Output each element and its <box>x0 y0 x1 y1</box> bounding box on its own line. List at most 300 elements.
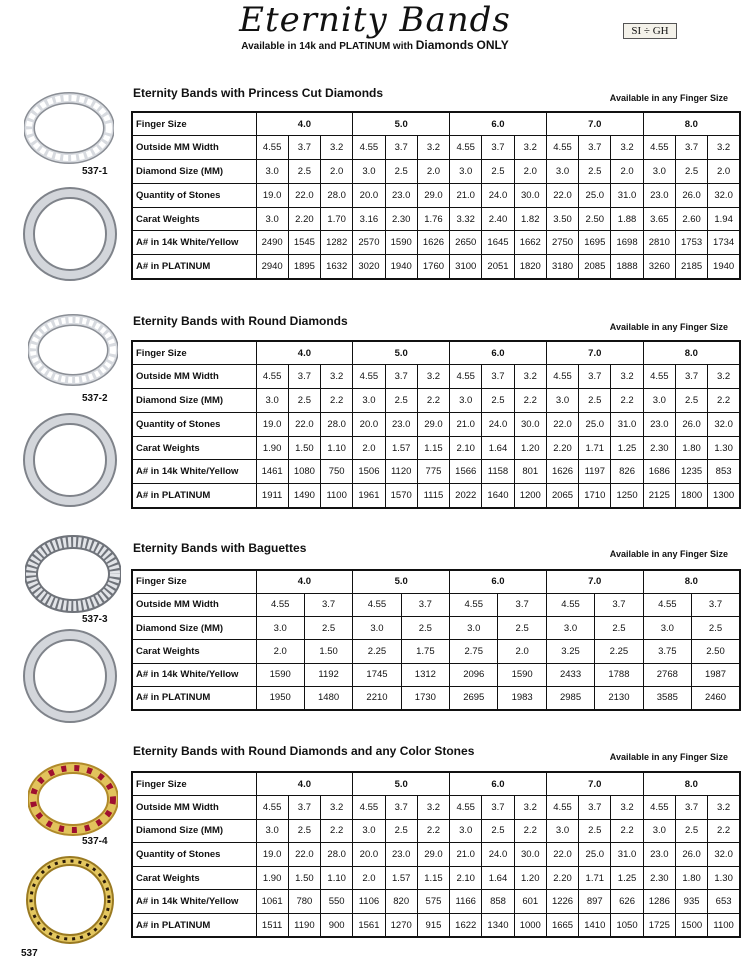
table-cell: 1.25 <box>611 866 643 890</box>
table-cell: 2985 <box>546 686 594 709</box>
table-cell: 2.30 <box>385 207 417 231</box>
table-cell: 2940 <box>256 255 288 279</box>
table-cell: 3.7 <box>692 593 740 616</box>
table-cell: 3.2 <box>417 136 449 160</box>
table-cell: 3.7 <box>288 796 320 820</box>
row-label: Diamond Size (MM) <box>132 389 256 413</box>
table-row <box>132 819 740 843</box>
table-cell: 1590 <box>498 663 546 686</box>
table-cell: 3.2 <box>514 365 546 389</box>
finger-size-header: 5.0 <box>353 570 450 593</box>
table-row <box>132 412 740 436</box>
table-cell: 1.15 <box>417 866 449 890</box>
table-cell: 2.5 <box>482 160 514 184</box>
table-cell: 2.2 <box>417 389 449 413</box>
table-cell: 1950 <box>256 686 304 709</box>
table-cell: 28.0 <box>321 412 353 436</box>
finger-size-header: 4.0 <box>256 112 353 136</box>
table-cell: 1.82 <box>514 207 546 231</box>
row-label: Outside MM Width <box>132 365 256 389</box>
table-cell: 2096 <box>450 663 498 686</box>
table-cell: 1800 <box>675 484 707 508</box>
table-cell: 3.0 <box>450 160 482 184</box>
table-row <box>132 617 740 640</box>
row-label: A# in PLATINUM <box>132 255 256 279</box>
table-cell: 3.0 <box>353 819 385 843</box>
table-cell: 3.7 <box>595 593 643 616</box>
table-cell: 2.50 <box>579 207 611 231</box>
table-cell: 4.55 <box>643 796 675 820</box>
table-cell: 1983 <box>498 686 546 709</box>
table-cell: 3.2 <box>708 796 740 820</box>
table-cell: 22.0 <box>546 843 578 867</box>
table-cell: 826 <box>611 460 643 484</box>
table-cell: 1.50 <box>288 866 320 890</box>
table-cell: 2.10 <box>450 866 482 890</box>
table-cell: 1115 <box>417 484 449 508</box>
table-row <box>132 255 740 279</box>
table-cell: 3.7 <box>401 593 449 616</box>
table-cell: 3.2 <box>611 365 643 389</box>
finger-size-header: 5.0 <box>353 772 450 796</box>
table-cell: 2.5 <box>692 617 740 640</box>
finger-size-header: 7.0 <box>546 570 643 593</box>
quality-badge: SI ÷ GH <box>623 23 677 39</box>
table-cell: 3585 <box>643 686 691 709</box>
table-row <box>132 460 740 484</box>
page-number: 537 <box>21 948 38 959</box>
table-cell: 30.0 <box>514 412 546 436</box>
table-cell: 1561 <box>353 914 385 938</box>
table-cell: 19.0 <box>256 183 288 207</box>
table-cell: 3.0 <box>546 160 578 184</box>
table-cell: 4.55 <box>256 796 288 820</box>
table-cell: 1626 <box>417 231 449 255</box>
table-cell: 4.55 <box>353 593 401 616</box>
table-cell: 3.0 <box>353 389 385 413</box>
table-cell: 1.64 <box>482 436 514 460</box>
table-cell: 897 <box>579 890 611 914</box>
table-cell: 3.2 <box>708 365 740 389</box>
table-row <box>132 231 740 255</box>
table-cell: 1.80 <box>675 866 707 890</box>
table-cell: 820 <box>385 890 417 914</box>
table-cell: 2695 <box>450 686 498 709</box>
round-diamond-ring-icon <box>28 312 118 388</box>
table-cell: 3260 <box>643 255 675 279</box>
table-cell: 1645 <box>482 231 514 255</box>
row-label: A# in 14k White/Yellow <box>132 663 256 686</box>
table-cell: 2.20 <box>288 207 320 231</box>
finger-size-header: 4.0 <box>256 570 353 593</box>
table-cell: 2.5 <box>385 389 417 413</box>
table-cell: 1940 <box>708 255 740 279</box>
table-cell: 2.5 <box>579 389 611 413</box>
table-cell: 1080 <box>288 460 320 484</box>
table-cell: 1940 <box>385 255 417 279</box>
table-row <box>132 796 740 820</box>
table-cell: 1.71 <box>579 866 611 890</box>
table-cell: 2.20 <box>546 866 578 890</box>
table-cell: 4.55 <box>643 593 691 616</box>
table-cell: 2.25 <box>595 640 643 663</box>
table-cell: 1106 <box>353 890 385 914</box>
table-cell: 3.0 <box>256 207 288 231</box>
table-cell: 1.50 <box>304 640 352 663</box>
table-cell: 3020 <box>353 255 385 279</box>
table-cell: 750 <box>321 460 353 484</box>
table-cell: 3.7 <box>385 365 417 389</box>
table-cell: 1061 <box>256 890 288 914</box>
table-cell: 1.30 <box>708 866 740 890</box>
finger-size-row <box>132 112 740 136</box>
finger-size-header: 5.0 <box>353 341 450 365</box>
finger-size-header: 8.0 <box>643 112 740 136</box>
table-cell: 2.0 <box>514 160 546 184</box>
table-cell: 4.55 <box>353 365 385 389</box>
row-label: Carat Weights <box>132 640 256 663</box>
table-row <box>132 890 740 914</box>
table-cell: 1622 <box>450 914 482 938</box>
table-cell: 1235 <box>675 460 707 484</box>
table-cell: 2.2 <box>708 389 740 413</box>
table-cell: 4.55 <box>546 136 578 160</box>
table-cell: 3.65 <box>643 207 675 231</box>
table-cell: 2.5 <box>482 819 514 843</box>
table-cell: 31.0 <box>611 183 643 207</box>
table-row <box>132 663 740 686</box>
finger-size-header: 6.0 <box>450 772 547 796</box>
table-cell: 626 <box>611 890 643 914</box>
table-cell: 1300 <box>708 484 740 508</box>
table-cell: 2.0 <box>417 160 449 184</box>
subtitle-pre: Available in 14k and PLATINUM with <box>241 41 413 52</box>
table-cell: 4.55 <box>643 136 675 160</box>
table-cell: 1686 <box>643 460 675 484</box>
table-cell: 1.25 <box>611 436 643 460</box>
table-row <box>132 686 740 709</box>
table-cell: 1480 <box>304 686 352 709</box>
table-cell: 1.20 <box>514 866 546 890</box>
table-cell: 4.55 <box>546 365 578 389</box>
spec-table <box>131 340 741 509</box>
row-label: Quantity of Stones <box>132 843 256 867</box>
table-cell: 24.0 <box>482 183 514 207</box>
table-cell: 3.2 <box>708 136 740 160</box>
row-label: Finger Size <box>132 341 256 365</box>
table-cell: 2490 <box>256 231 288 255</box>
table-cell: 28.0 <box>321 183 353 207</box>
table-row <box>132 183 740 207</box>
table-cell: 3.2 <box>321 796 353 820</box>
table-cell: 1632 <box>321 255 353 279</box>
table-cell: 3.7 <box>675 365 707 389</box>
table-cell: 1490 <box>288 484 320 508</box>
table-cell: 1250 <box>611 484 643 508</box>
section-4-availability: Available in any Finger Size <box>609 752 728 762</box>
table-cell: 3.7 <box>675 136 707 160</box>
table-cell: 31.0 <box>611 412 643 436</box>
table-cell: 32.0 <box>708 183 740 207</box>
table-cell: 1730 <box>401 686 449 709</box>
table-cell: 2125 <box>643 484 675 508</box>
finger-size-header: 6.0 <box>450 341 547 365</box>
table-cell: 915 <box>417 914 449 938</box>
table-cell: 2.5 <box>482 389 514 413</box>
table-cell: 2.5 <box>401 617 449 640</box>
section-1-title: Eternity Bands with Princess Cut Diamonds <box>133 86 384 100</box>
table-cell: 2085 <box>579 255 611 279</box>
finger-size-header: 7.0 <box>546 341 643 365</box>
table-cell: 29.0 <box>417 412 449 436</box>
table-cell: 2570 <box>353 231 385 255</box>
table-cell: 1.90 <box>256 436 288 460</box>
table-cell: 1.71 <box>579 436 611 460</box>
table-cell: 2.25 <box>353 640 401 663</box>
table-cell: 1640 <box>482 484 514 508</box>
section-1-style-number: 537-1 <box>82 166 108 177</box>
table-cell: 2.5 <box>385 819 417 843</box>
table-cell: 21.0 <box>450 843 482 867</box>
spec-table <box>131 569 741 711</box>
table-cell: 3.50 <box>546 207 578 231</box>
table-row <box>132 914 740 938</box>
table-cell: 3.0 <box>546 819 578 843</box>
table-cell: 2065 <box>546 484 578 508</box>
section-3-style-number: 537-3 <box>82 614 108 625</box>
table-row <box>132 436 740 460</box>
plain-band-icon <box>24 854 116 946</box>
table-cell: 2.75 <box>450 640 498 663</box>
table-cell: 1.75 <box>401 640 449 663</box>
table-row <box>132 389 740 413</box>
table-cell: 1120 <box>385 460 417 484</box>
table-cell: 1.57 <box>385 436 417 460</box>
table-cell: 2.0 <box>611 160 643 184</box>
row-label: Carat Weights <box>132 866 256 890</box>
table-cell: 1570 <box>385 484 417 508</box>
table-cell: 2.0 <box>498 640 546 663</box>
finger-size-header: 8.0 <box>643 570 740 593</box>
table-cell: 3.0 <box>643 160 675 184</box>
table-cell: 1662 <box>514 231 546 255</box>
table-cell: 601 <box>514 890 546 914</box>
table-cell: 2768 <box>643 663 691 686</box>
row-label: Carat Weights <box>132 207 256 231</box>
table-cell: 22.0 <box>288 843 320 867</box>
table-cell: 3.2 <box>611 136 643 160</box>
row-label: Quantity of Stones <box>132 183 256 207</box>
table-cell: 1.90 <box>256 866 288 890</box>
table-cell: 2750 <box>546 231 578 255</box>
table-row <box>132 136 740 160</box>
table-cell: 3.7 <box>288 136 320 160</box>
table-cell: 1725 <box>643 914 675 938</box>
table-cell: 1.57 <box>385 866 417 890</box>
spec-table <box>131 771 741 938</box>
table-cell: 3.7 <box>579 365 611 389</box>
finger-size-header: 6.0 <box>450 570 547 593</box>
table-cell: 935 <box>675 890 707 914</box>
table-cell: 1166 <box>450 890 482 914</box>
table-cell: 3.7 <box>675 796 707 820</box>
table-cell: 575 <box>417 890 449 914</box>
table-cell: 3.7 <box>579 796 611 820</box>
plain-band-icon <box>22 412 118 508</box>
finger-size-header: 6.0 <box>450 112 547 136</box>
section-4-title: Eternity Bands with Round Diamonds and any Color Stones <box>133 744 475 758</box>
table-cell: 3.0 <box>353 617 401 640</box>
table-cell: 3.7 <box>482 365 514 389</box>
row-label: Finger Size <box>132 570 256 593</box>
table-cell: 1.50 <box>288 436 320 460</box>
finger-size-header: 5.0 <box>353 112 450 136</box>
table-row <box>132 640 740 663</box>
finger-size-header: 4.0 <box>256 341 353 365</box>
table-cell: 1895 <box>288 255 320 279</box>
table-cell: 23.0 <box>643 843 675 867</box>
table-cell: 1760 <box>417 255 449 279</box>
table-cell: 4.55 <box>450 136 482 160</box>
table-row <box>132 365 740 389</box>
table-cell: 1.88 <box>611 207 643 231</box>
table-cell: 1282 <box>321 231 353 255</box>
table-cell: 3.25 <box>546 640 594 663</box>
table-cell: 2130 <box>595 686 643 709</box>
table-cell: 550 <box>321 890 353 914</box>
table-cell: 2.0 <box>708 160 740 184</box>
table-cell: 25.0 <box>579 183 611 207</box>
table-cell: 2.0 <box>321 160 353 184</box>
table-cell: 22.0 <box>288 412 320 436</box>
row-label: A# in PLATINUM <box>132 686 256 709</box>
table-cell: 3.2 <box>514 136 546 160</box>
plain-band-icon <box>22 628 118 724</box>
table-cell: 24.0 <box>482 843 514 867</box>
table-cell: 1270 <box>385 914 417 938</box>
table-row <box>132 866 740 890</box>
table-cell: 1.10 <box>321 436 353 460</box>
row-label: Finger Size <box>132 772 256 796</box>
table-cell: 2185 <box>675 255 707 279</box>
table-cell: 1461 <box>256 460 288 484</box>
table-cell: 2051 <box>482 255 514 279</box>
table-cell: 3.0 <box>643 617 691 640</box>
table-cell: 23.0 <box>385 183 417 207</box>
row-label: Quantity of Stones <box>132 412 256 436</box>
table-cell: 2.5 <box>579 819 611 843</box>
table-cell: 2.50 <box>692 640 740 663</box>
table-cell: 853 <box>708 460 740 484</box>
section-2-title: Eternity Bands with Round Diamonds <box>133 314 348 328</box>
table-cell: 801 <box>514 460 546 484</box>
table-cell: 30.0 <box>514 843 546 867</box>
table-cell: 2.2 <box>708 819 740 843</box>
table-cell: 1626 <box>546 460 578 484</box>
table-cell: 1340 <box>482 914 514 938</box>
table-cell: 1312 <box>401 663 449 686</box>
table-cell: 1987 <box>692 663 740 686</box>
table-cell: 1.64 <box>482 866 514 890</box>
table-cell: 1500 <box>675 914 707 938</box>
table-cell: 29.0 <box>417 183 449 207</box>
row-label: Diamond Size (MM) <box>132 819 256 843</box>
row-label: Diamond Size (MM) <box>132 160 256 184</box>
table-cell: 29.0 <box>417 843 449 867</box>
table-cell: 1753 <box>675 231 707 255</box>
table-cell: 3.0 <box>643 819 675 843</box>
table-cell: 1665 <box>546 914 578 938</box>
table-cell: 2650 <box>450 231 482 255</box>
row-label: A# in PLATINUM <box>132 914 256 938</box>
table-row <box>132 207 740 231</box>
table-cell: 653 <box>708 890 740 914</box>
table-cell: 3.2 <box>417 365 449 389</box>
table-cell: 22.0 <box>546 412 578 436</box>
table-cell: 3.2 <box>321 136 353 160</box>
table-cell: 3.32 <box>450 207 482 231</box>
table-cell: 3.0 <box>450 389 482 413</box>
finger-size-header: 8.0 <box>643 772 740 796</box>
table-cell: 4.55 <box>256 365 288 389</box>
finger-size-row <box>132 341 740 365</box>
table-cell: 4.55 <box>450 593 498 616</box>
table-cell: 2.2 <box>321 389 353 413</box>
table-cell: 1911 <box>256 484 288 508</box>
finger-size-header: 7.0 <box>546 772 643 796</box>
table-cell: 2.30 <box>643 436 675 460</box>
table-cell: 1.70 <box>321 207 353 231</box>
table-cell: 2.2 <box>417 819 449 843</box>
table-cell: 2.2 <box>611 389 643 413</box>
table-cell: 4.55 <box>256 136 288 160</box>
table-cell: 1190 <box>288 914 320 938</box>
table-cell: 1734 <box>708 231 740 255</box>
table-cell: 26.0 <box>675 183 707 207</box>
table-cell: 21.0 <box>450 412 482 436</box>
plain-band-icon <box>22 186 118 282</box>
row-label: Diamond Size (MM) <box>132 617 256 640</box>
table-cell: 1200 <box>514 484 546 508</box>
table-cell: 3.0 <box>353 160 385 184</box>
table-cell: 4.55 <box>643 365 675 389</box>
section-2-availability: Available in any Finger Size <box>609 322 728 332</box>
table-cell: 1.20 <box>514 436 546 460</box>
table-cell: 3.0 <box>546 389 578 413</box>
table-cell: 2.5 <box>304 617 352 640</box>
row-label: Carat Weights <box>132 436 256 460</box>
table-cell: 4.55 <box>546 796 578 820</box>
table-cell: 3.0 <box>256 160 288 184</box>
table-cell: 21.0 <box>450 183 482 207</box>
table-cell: 3180 <box>546 255 578 279</box>
section-3-availability: Available in any Finger Size <box>609 549 728 559</box>
table-cell: 31.0 <box>611 843 643 867</box>
table-cell: 3.2 <box>514 796 546 820</box>
table-cell: 3.0 <box>643 389 675 413</box>
table-cell: 3.0 <box>450 617 498 640</box>
section-1-availability: Available in any Finger Size <box>609 93 728 103</box>
table-cell: 1788 <box>595 663 643 686</box>
table-row <box>132 593 740 616</box>
table-cell: 4.55 <box>353 136 385 160</box>
princess-cut-ring-icon <box>24 88 114 164</box>
table-cell: 22.0 <box>546 183 578 207</box>
table-cell: 3.2 <box>417 796 449 820</box>
table-cell: 1888 <box>611 255 643 279</box>
table-cell: 1286 <box>643 890 675 914</box>
table-cell: 3.0 <box>450 819 482 843</box>
